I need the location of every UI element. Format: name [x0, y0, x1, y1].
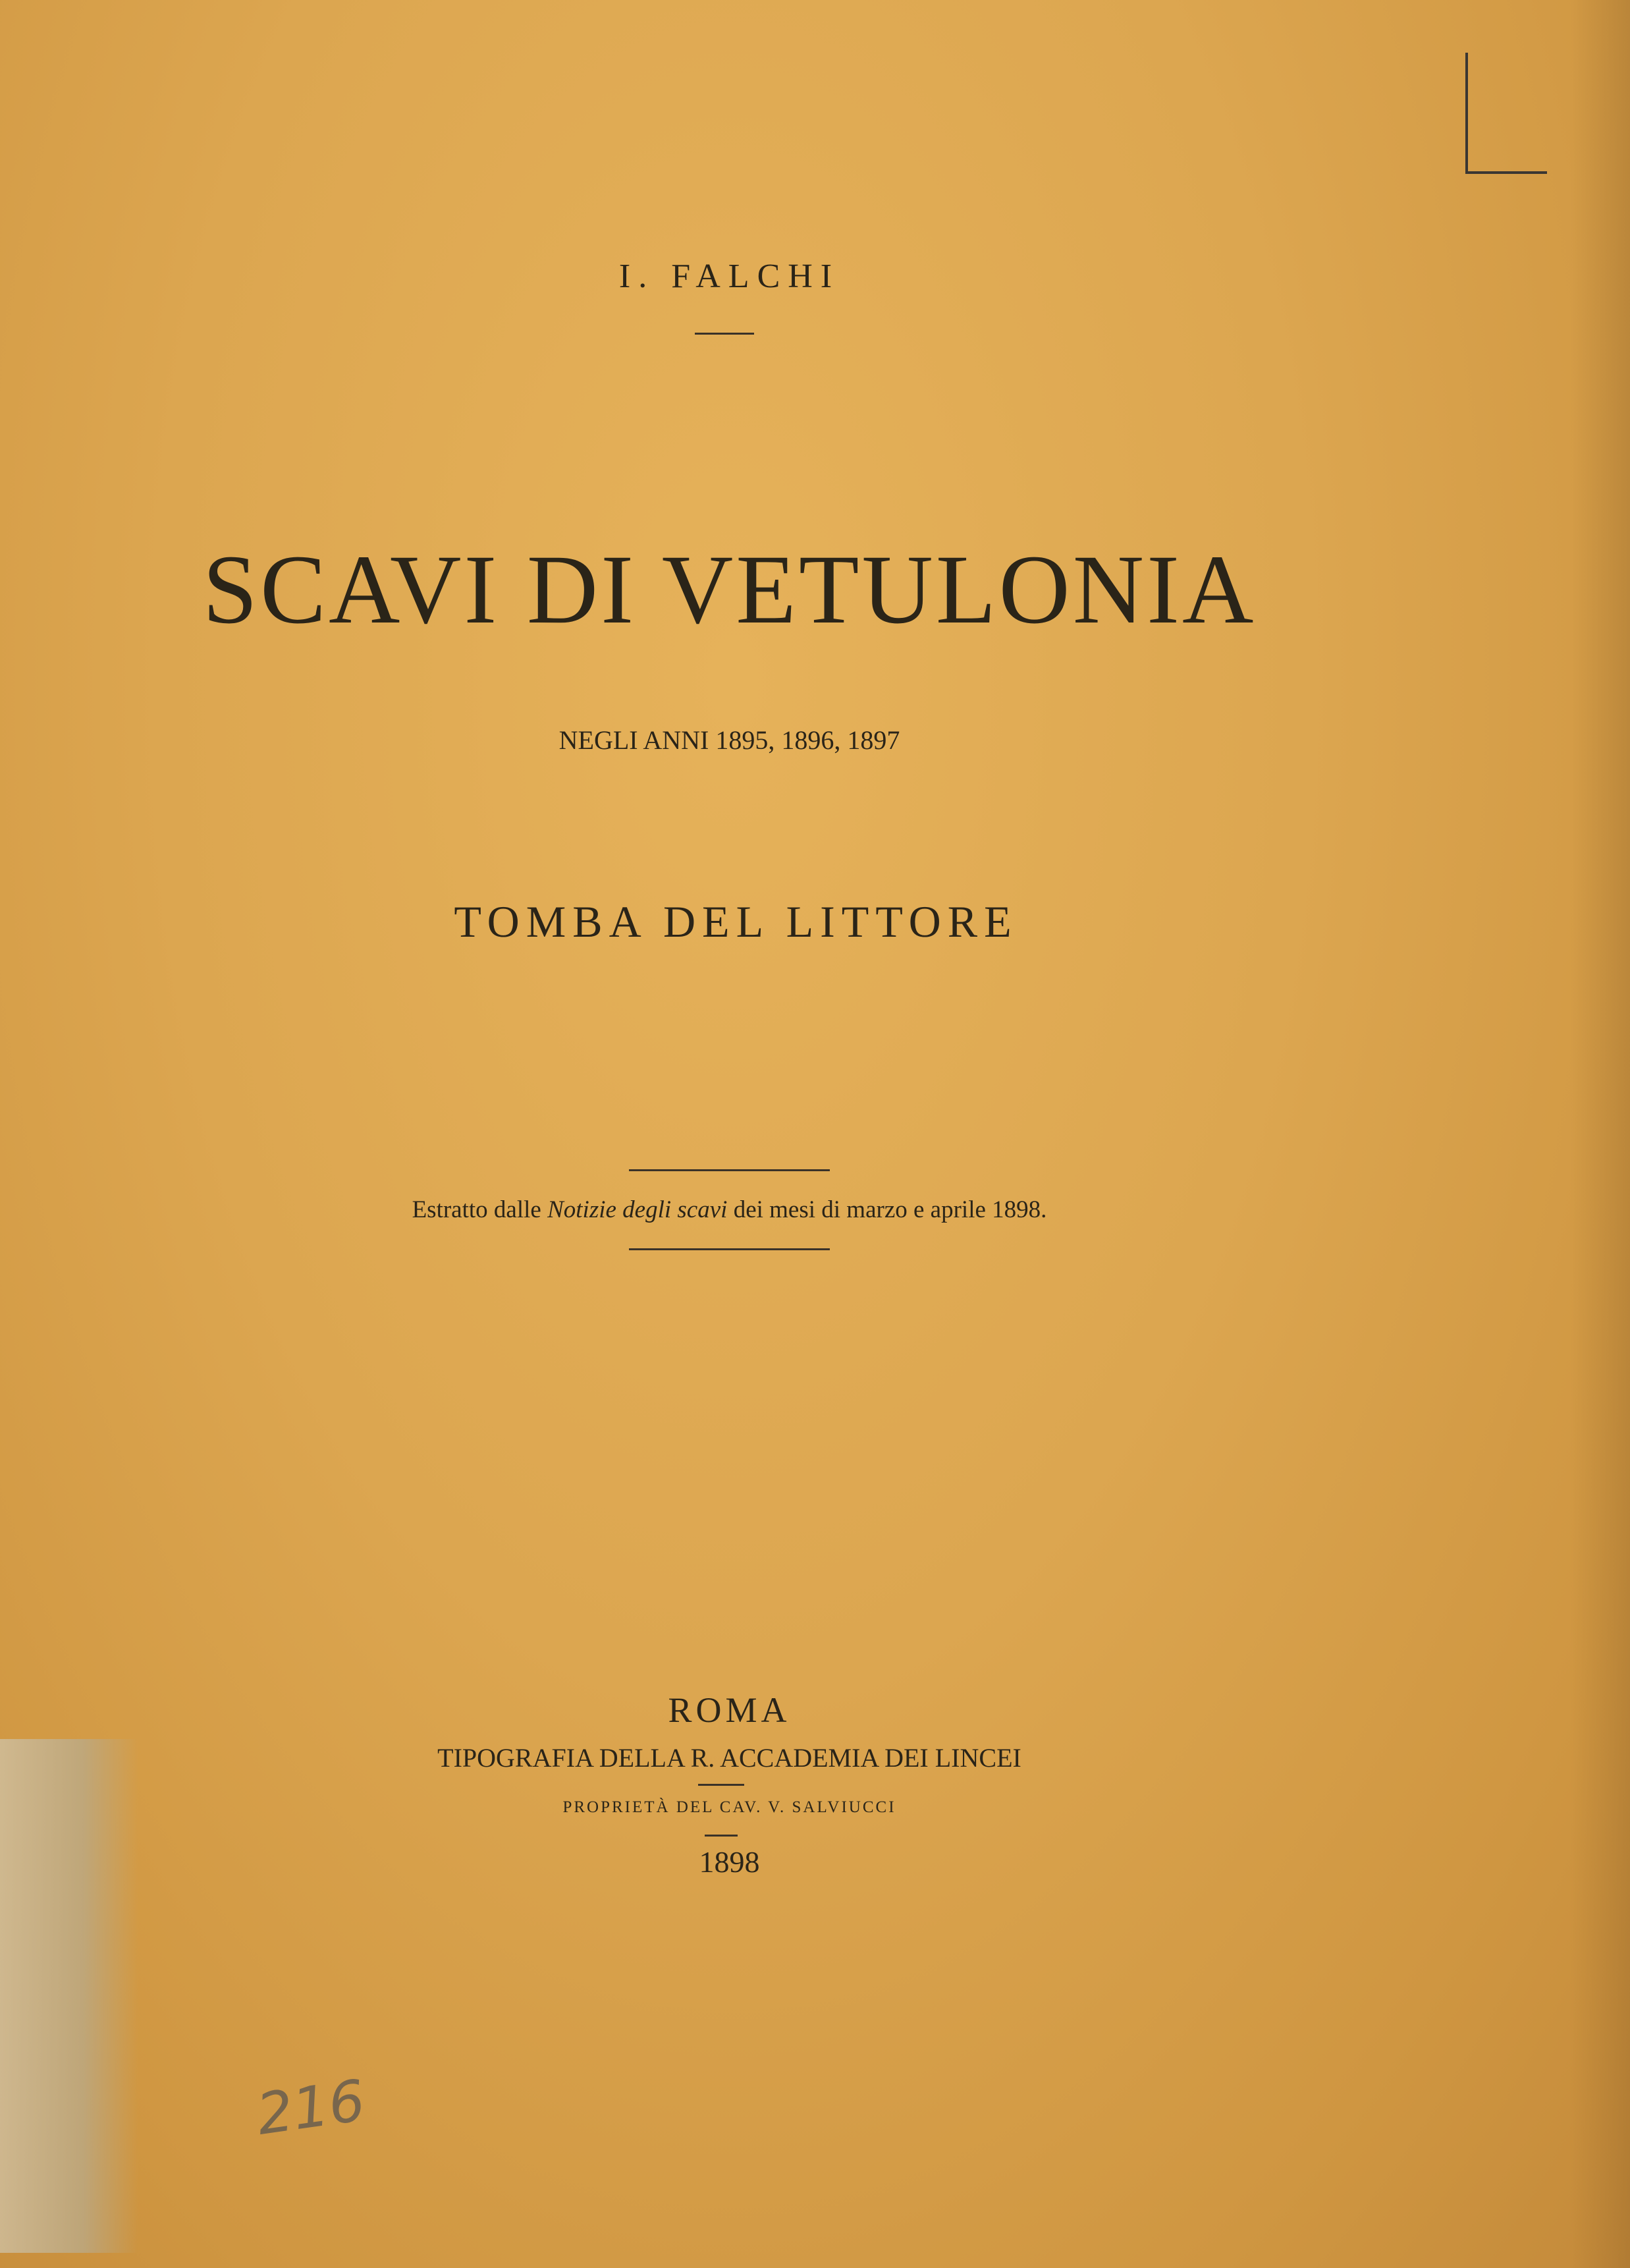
extract-note [0, 1196, 1459, 1224]
extract-before: Estratto dalle [412, 1196, 548, 1223]
subtitle: NEGLI ANNI 1895, 1896, 1897 [558, 725, 900, 755]
author: I. FALCHI [618, 258, 840, 295]
page-title: SCAVI DI VETULONIA [202, 535, 1257, 644]
author-divider [695, 333, 754, 335]
extract-bottom-rule [629, 1248, 830, 1250]
imprint-printer: TIPOGRAFIA DELLA R. ACCADEMIA DEI LINCEI [437, 1743, 1021, 1773]
section-title: TOMBA DEL LITTORE [454, 897, 1018, 947]
imprint-divider-2 [705, 1835, 738, 1837]
shelf-number: 216 [252, 2068, 369, 2148]
extract-top-rule [629, 1169, 830, 1171]
imprint-year: 1898 [699, 1845, 760, 1879]
journal-title: Notizie degli scavi [547, 1196, 728, 1223]
corner-pencil-mark [1465, 53, 1547, 174]
imprint-city: ROMA [668, 1690, 791, 1730]
imprint-divider-1 [698, 1784, 744, 1786]
extract-after: dei mesi di marzo e aprile 1898. [727, 1196, 1047, 1223]
paper-edge-shadow [1571, 0, 1630, 2268]
imprint-owner: PROPRIETÀ DEL CAV. V. SALVIUCCI [562, 1798, 896, 1816]
